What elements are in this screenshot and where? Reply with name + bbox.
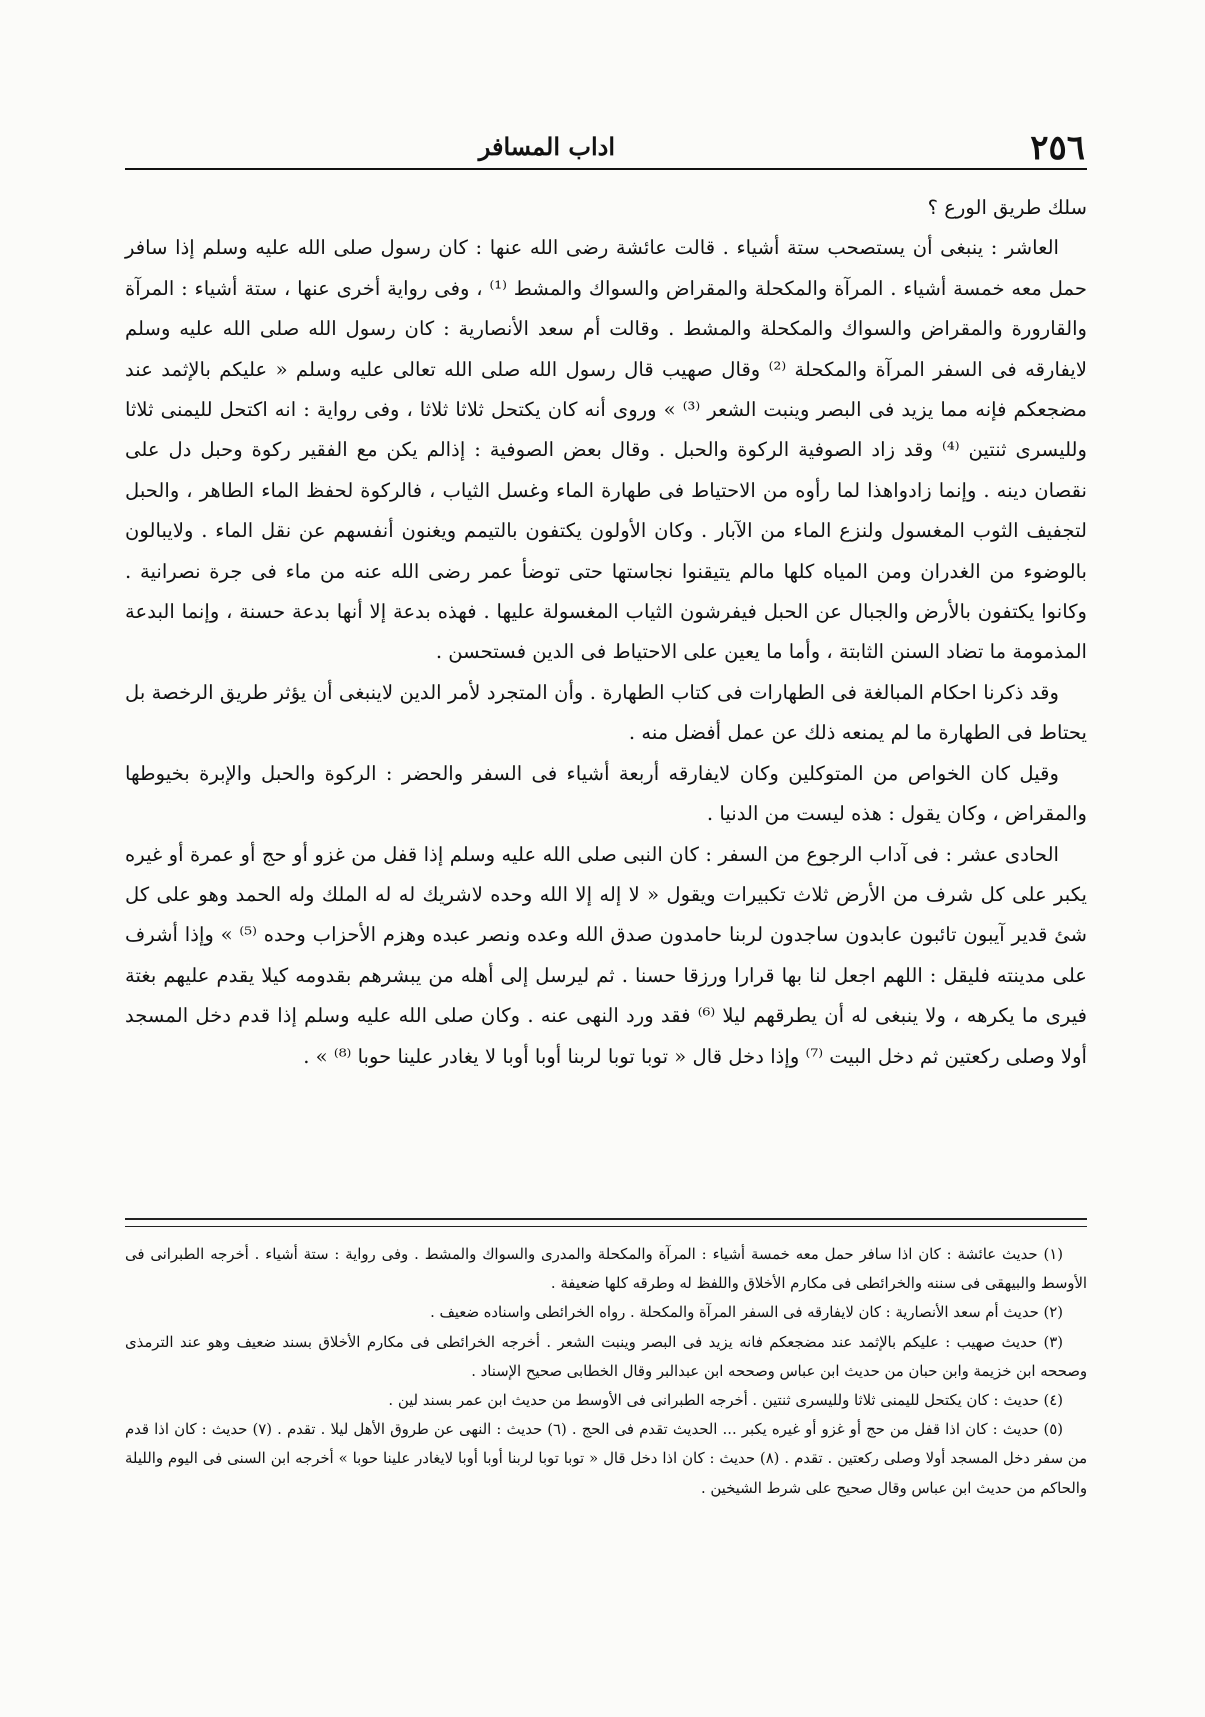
page-number: ٢٥٦ [1030, 128, 1085, 168]
paragraph-eleventh-etiquette: الحادى عشر : فى آداب الرجوع من السفر : كان النبى صلى الله عليه وسلم إذا قفل من غزو أو حج أو عمرة أو غيره يكبر على كل شرف من الأرض ثلاث تكبيرات ويقول « لا إله إلا الله وحده لاشريك له له الملك وله الحمد وهو على كل شئ قدير آيبون تائبون عابدون ساجدون لربنا حامدون صدق الله وعده ونصر عبده وهزم الأحزاب وحده ⁽⁵⁾ » وإذا أشرف على مدينته فليقل : اللهم اجعل لنا بها قرارا ورزقا حسنا . ثم ليرسل إلى أهله من يبشرهم بقدومه كيلا يقدم عليهم بغتة فيرى ما يكرهه ، ولا ينبغى له أن يطرقهم ليلا ⁽⁶⁾ فقد ورد النهى عنه . وكان صلى الله عليه وسلم إذا قدم دخل المسجد أولا وصلى ركعتين ثم دخل البيت ⁽⁷⁾ وإذا دخل قال « توبا توبا لربنا أوبا أوبا لا يغادر علينا حوبا ⁽⁸⁾ » . [125, 842, 1088, 1068]
paragraph-tenth-etiquette: العاشر : ينبغى أن يستصحب ستة أشياء . قالت عائشة رضى الله عنها : كان رسول صلى الله عليه وسلم إذا سافر حمل معه خمسة أشياء . المرآة والمكحلة والمقراض والسواك والمشط ⁽¹⁾ ، وفى رواية أخرى عنها ، ستة أشياء : المرآة والقارورة والمقراض والسواك والمكحلة والمشط . وقالت أم سعد الأنصارية : كان رسول الله صلى الله عليه وسلم لايفارقه فى السفر المرآة والمكحلة ⁽²⁾ وقال صهيب قال رسول الله صلى الله تعالى عليه وسلم « عليكم بالإثمد عند مضجعكم فإنه مما يزيد فى البصر وينبت الشعر ⁽³⁾ » وروى أنه كان يكتحل ثلاثا ثلاثا ، وفى رواية : انه اكتحل لليمنى ثلاثا ولليسرى ثنتين ⁽⁴⁾ وقد زاد الصوفية الركوة والحبل . وقال بعض الصوفية : إذالم يكن مع الفقير ركوة وحبل دل على نقصان دينه . وإنما زادواهذا لما رأوه من الاحتياط فى طهارة الماء وغسل الثياب ، فالركوة لحفظ الماء الطاهر ، والحبل لتجفيف الثوب المغسول ولنزع الماء من الآبار . وكان الأولون يكتفون بالتيمم ويغنون أنفسهم عن نقل الماء . ولايبالون بالوضوء من الغدران ومن المياه كلها مالم يتيقنوا نجاستها حتى توضأ عمر رضى الله عنه من ماء فى جرة نصرانية . وكانوا يكتفون بالأرض والجبال عن الحبل فيفرشون الثياب المغسولة عليها . فهذه بدعة إلا أنها بدعة حسنة ، وإنما البدعة المذمومة ما تضاد السنن الثابتة ، وأما ما يعين على الاحتياط فى الدين فستحسن . [125, 236, 1088, 664]
footnotes [125, 1240, 1087, 1503]
paragraph-purity: وقد ذكرنا احكام المبالغة فى الطهارات فى كتاب الطهارة . وأن المتجرد لأمر الدين لاينبغى أن يؤثر طريق الرخصة بل يحتاط فى الطهارة ما لم يمنعه ذلك عن عمل أفضل منه . [125, 680, 1087, 745]
footnote-4: (٤) حديث : كان يكتحل لليمنى ثلاثا ولليسرى ثنتين . أخرجه الطبرانى فى الأوسط من حديث ابن عمر بسند لين . [388, 1392, 1063, 1410]
footnote-2: (٢) حديث أم سعد الأنصارية : كان لايفارقه فى السفر المرآة والمكحلة . رواه الخرائطى واسناده ضعيف . [430, 1304, 1063, 1322]
paragraph-khawwas: وقيل كان الخواص من المتوكلين وكان لايفارقه أربعة أشياء فى السفر والحضر : الركوة والحبل والإبرة بخيوطها والمقراض ، وكان يقول : هذه ليست من الدنيا . [125, 761, 1087, 826]
footnote-5-8: (٥) حديث : كان اذا قفل من حج أو غزو أو غيره يكبر ... الحديث تقدم فى الحج . (٦) حديث : النهى عن طروق الأهل ليلا . تقدم . (٧) حديث : كان اذا قدم من سفر دخل المسجد أولا وصلى ركعتين . تقدم . (٨) حديث : كان اذا دخل قال « توبا توبا لربنا أوبا أوبا لايغادر علينا حوبا » أخرجه ابن السنى فى اليوم والليلة والحاكم من حديث ابن عباس وقال صحيح على شرط الشيخين . [125, 1421, 1087, 1497]
footnote-1: (١) حديث عائشة : كان اذا سافر حمل معه خمسة أشياء : المرآة والمكحلة والمدرى والسواك والمشط . وفى رواية : ستة أشياء . أخرجه الطبرانى فى الأوسط والبيهقى فى سننه والخرائطى فى مكارم الأخلاق واللفظ له وطرقه كلها ضعيفة . [125, 1246, 1087, 1293]
paragraph-continuation: سلك طريق الورع ؟ [927, 196, 1087, 219]
footnote-rule [125, 1218, 1087, 1220]
footnote-3: (٣) حديث صهيب : عليكم بالإثمد عند مضجعكم فانه يزيد فى البصر وينبت الشعر . أخرجه الخرائطى فى مكارم الأخلاق بسند ضعيف وهو عند الترمذى وصححه ابن خزيمة وابن حبان من حديث ابن عباس وصححه ابن عبدالبر وقال الخطابى صحيح الإسناد . [125, 1333, 1087, 1380]
header-rule [125, 168, 1087, 170]
main-text [125, 188, 1087, 1077]
footnote-rule-thin [125, 1226, 1087, 1227]
running-title: اداب المسافر [478, 132, 615, 161]
